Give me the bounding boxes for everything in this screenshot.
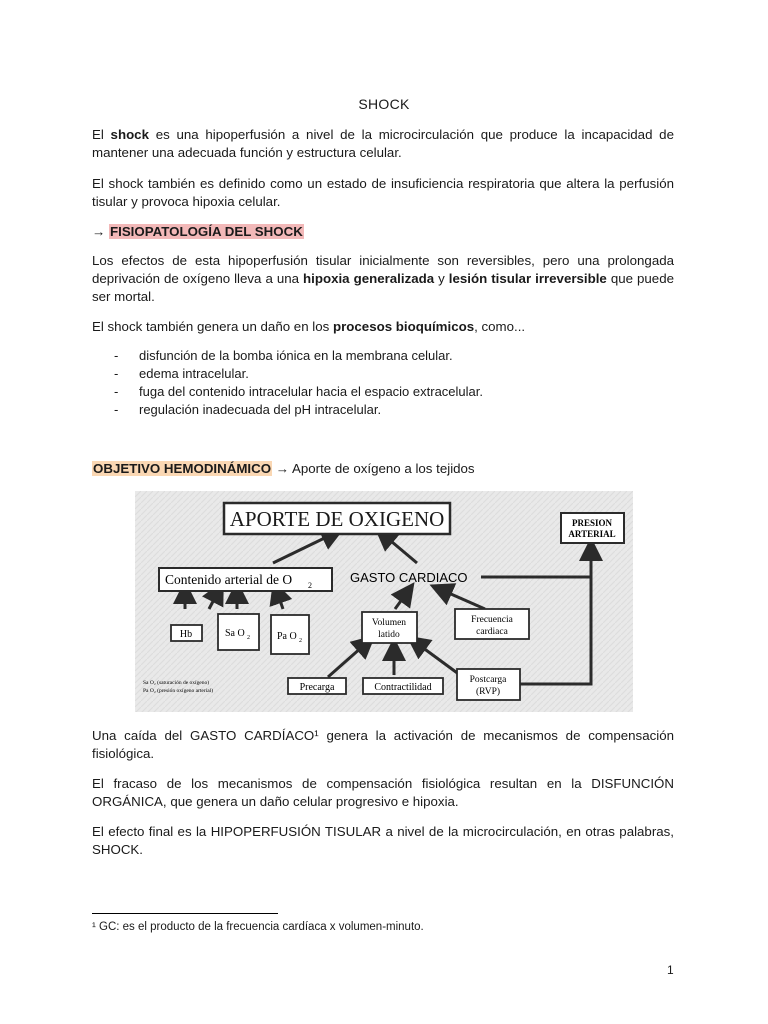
paragraph-hipoperfusion: El efecto final es la HIPOPERFUSIÓN TISULAR a nivel de la microcirculación, en otras palabras, SHOCK.: [92, 824, 674, 857]
gasto-cardiaco-label: [350, 570, 468, 585]
postcarga-box: [457, 669, 520, 700]
svg-text:APORTE DE OXIGENO: APORTE DE OXIGENO: [229, 507, 445, 531]
footnote-rule: [92, 913, 278, 914]
svg-text:Pa O₂ (presión oxígeno arteria: Pa O₂ (presión oxígeno arterial): [143, 688, 214, 694]
volumen-latido-box: [362, 612, 417, 643]
paragraph-efectos: Los efectos de esta hipoperfusión tisular inicialmente son reversibles, pero una prolongada deprivación de oxígeno lleva a una hipoxia generalizada y lesión tisular irreversible que puede ser mortal.: [92, 253, 674, 304]
svg-text:Precarga: Precarga: [299, 682, 335, 693]
svg-text:Volumen: Volumen: [371, 618, 407, 628]
paragraph-disfuncion: El fracaso de los mecanismos de compensación fisiológica resultan en la DISFUNCIÓN ORGÁNICA, que genera un daño celular progresivo e hipoxia.: [92, 776, 674, 809]
section-heading-fisiopatologia: → FISIOPATOLOGÍA DEL SHOCK: [92, 224, 303, 239]
document-title: SHOCK: [358, 96, 410, 112]
paragraph-definition: El shock es una hipoperfusión a nivel de la microcirculación que produce la incapacidad de mantener una adecuada función y estructura celular.: [92, 127, 674, 160]
page-number: 1: [667, 963, 674, 977]
section-heading-objetivo: OBJETIVO HEMODINÁMICO → Aporte de oxígeno a los tejidos: [93, 461, 475, 476]
svg-text:Postcarga: Postcarga: [469, 675, 507, 685]
svg-text:cardiaca: cardiaca: [476, 627, 508, 637]
svg-text:2: 2: [299, 638, 302, 644]
svg-text:Frecuencia: Frecuencia: [471, 615, 513, 625]
hemodynamic-diagram: [135, 491, 633, 712]
frecuencia-cardiaca-box: [455, 609, 529, 639]
svg-text:Contractilidad: Contractilidad: [374, 682, 432, 693]
aporte-box: [224, 503, 450, 534]
svg-text:Sa O: Sa O: [225, 628, 245, 639]
svg-text:ARTERIAL: ARTERIAL: [568, 529, 616, 539]
list-item: - regulación inadecuada del pH intracelular.: [114, 401, 674, 419]
precarga-box: [288, 678, 346, 694]
presion-arterial-box: [561, 513, 624, 543]
svg-text:Hb: Hb: [179, 629, 193, 640]
svg-text:GASTO CARDIACO: GASTO CARDIACO: [350, 570, 468, 585]
svg-text:latido: latido: [378, 630, 400, 640]
list-item: - disfunción de la bomba iónica en la membrana celular.: [114, 347, 674, 365]
pao2-box: [271, 615, 309, 654]
list-item: - edema intracelular.: [114, 365, 674, 383]
hb-box: [171, 625, 202, 641]
svg-text:PRESION: PRESION: [571, 518, 613, 528]
contenido-arterial-box: [159, 568, 332, 591]
svg-text:Contenido arterial de O: Contenido arterial de O: [165, 572, 293, 587]
paragraph-definition-2: El shock también es definido como un estado de insuficiencia respiratoria que altera la perfusión tisular y provoca hipoxia celular.: [92, 176, 674, 209]
list-item: - fuga del contenido intracelular hacia el espacio extracelular.: [114, 383, 674, 401]
paragraph-procesos: El shock también genera un daño en los procesos bioquímicos, como...: [92, 319, 526, 334]
svg-text:Sa O₂ (saturación de oxígeno): Sa O₂ (saturación de oxígeno): [143, 680, 210, 686]
bullet-list: [114, 347, 674, 419]
sao2-box: [218, 614, 259, 650]
svg-text:(RVP): (RVP): [475, 687, 501, 697]
svg-text:2: 2: [247, 635, 250, 641]
footnote: ¹ GC: es el producto de la frecuencia cardíaca x volumen-minuto.: [92, 921, 424, 933]
paragraph-gasto-cardiaco: Una caída del GASTO CARDÍACO¹ genera la activación de mecanismos de compensación fisiológica.: [92, 728, 674, 761]
svg-text:Pa O: Pa O: [277, 631, 297, 642]
contractilidad-box: [363, 678, 443, 694]
svg-text:2: 2: [308, 581, 312, 590]
